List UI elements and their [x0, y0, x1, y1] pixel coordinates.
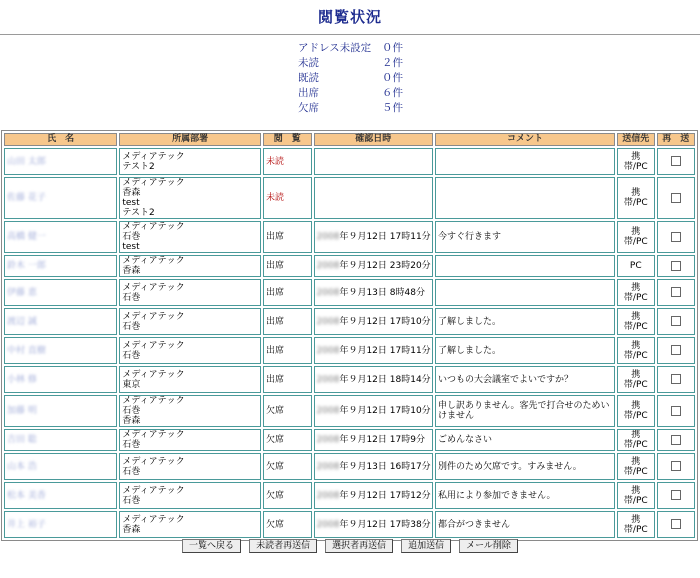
destination-cell: 携帯/PC: [617, 279, 654, 306]
dept-line: 香森: [122, 266, 141, 276]
add-send-button[interactable]: 追加送信: [401, 539, 451, 553]
dept-cell: [119, 148, 261, 175]
dept-cell: [119, 308, 261, 335]
confirm-datetime: [314, 148, 433, 175]
dept-cell: [119, 395, 261, 427]
dept-cell: [119, 511, 261, 538]
dept-line: test: [122, 198, 140, 208]
summary-row: [298, 71, 438, 86]
member-name: [4, 255, 117, 277]
resend-cell: [657, 255, 696, 277]
dept-line: 石巻: [122, 292, 141, 303]
dept-line: メディアテック: [122, 282, 185, 293]
confirm-datetime: [314, 453, 433, 480]
summary-panel: [298, 41, 438, 116]
table-row: [4, 366, 695, 393]
comment-cell: いつもの大会議室でよいですか？: [435, 366, 615, 393]
confirm-datetime: [314, 308, 433, 335]
summary-label: アドレス未設定: [298, 42, 372, 54]
dept-line: メディアテック: [122, 256, 185, 266]
dept-line: メディアテック: [122, 456, 185, 467]
resend-checkbox[interactable]: [671, 406, 681, 416]
member-name: [4, 148, 117, 175]
destination-cell: 携帯/PC: [617, 366, 654, 393]
confirm-year: 2008: [316, 232, 340, 242]
member-name: [4, 337, 117, 364]
member-name-text: 鈴木 一郎: [7, 261, 46, 271]
dept-cell: [119, 221, 261, 253]
confirm-date-text: 年９月12日 17時11分: [339, 232, 431, 242]
col-comment-header: コメント: [435, 133, 615, 146]
view-status: 出席: [263, 308, 312, 335]
member-name-text: 山本 浩: [7, 461, 37, 472]
summary-count: ０件: [382, 72, 403, 84]
member-name-text: 伊藤 恵: [7, 287, 37, 298]
destination-cell: 携帯/PC: [617, 395, 654, 427]
table-row: [4, 429, 695, 451]
comment-cell: [435, 255, 615, 277]
destination-cell: 携帯/PC: [617, 482, 654, 509]
dept-line: メディアテック: [122, 222, 185, 232]
confirm-year: 2008: [316, 461, 340, 472]
member-name-text: 加藤 明: [7, 406, 37, 416]
dept-cell: [119, 279, 261, 306]
col-dest-header: 送信先: [617, 133, 654, 146]
member-name: [4, 366, 117, 393]
col-name-header: 氏 名: [4, 133, 117, 146]
resend-cell: [657, 395, 696, 427]
dept-line: 石巻: [122, 495, 141, 506]
dept-line: メディアテック: [122, 369, 185, 380]
member-name-text: 中村 直樹: [7, 345, 46, 356]
summary-row: [298, 101, 438, 116]
member-name: [4, 221, 117, 253]
confirm-date-text: 年９月12日 17時10分: [339, 406, 431, 416]
resend-checkbox[interactable]: [671, 156, 681, 166]
dept-line: メディアテック: [122, 485, 185, 496]
confirm-date-text: 年９月13日 16時17分: [339, 461, 431, 472]
member-name: [4, 395, 117, 427]
confirm-date-text: 年９月12日 17時12分: [339, 490, 431, 501]
resend-checkbox[interactable]: [671, 435, 681, 445]
view-status: 未読: [263, 148, 312, 175]
dept-cell: [119, 366, 261, 393]
confirm-datetime: [314, 255, 433, 277]
dept-line: メディアテック: [122, 151, 185, 162]
summary-label: 欠席: [298, 102, 319, 114]
confirm-date-text: 年９月12日 23時20分: [339, 261, 431, 271]
confirm-datetime: [314, 337, 433, 364]
confirm-datetime: [314, 482, 433, 509]
col-resend-header: 再 送: [657, 133, 696, 146]
view-status: 出席: [263, 279, 312, 306]
confirm-year: 2008: [316, 490, 340, 501]
resend-cell: [657, 279, 696, 306]
confirm-year: 2008: [316, 374, 340, 385]
destination-cell: PC: [617, 255, 654, 277]
resend-cell: [657, 511, 696, 538]
confirm-year: 2008: [316, 435, 340, 445]
confirm-datetime: [314, 366, 433, 393]
resend-cell: [657, 148, 696, 175]
member-name: [4, 177, 117, 219]
resend-selected-button[interactable]: 選択者再送信: [325, 539, 393, 553]
confirm-datetime: [314, 279, 433, 306]
table-row: [4, 511, 695, 538]
dept-line: メディアテック: [122, 514, 185, 525]
action-buttons: [0, 539, 700, 553]
dept-line: 香森: [122, 524, 141, 535]
confirm-year: 2008: [316, 316, 340, 327]
summary-row: [298, 41, 438, 56]
dept-line: 石巻: [122, 406, 141, 416]
back-to-list-button[interactable]: 一覧へ戻る: [182, 539, 241, 553]
delete-mail-button[interactable]: メール削除: [459, 539, 518, 553]
dept-line: メディアテック: [122, 178, 185, 188]
member-name-text: 吉田 聡: [7, 435, 37, 445]
table-row: [4, 177, 695, 219]
dept-cell: [119, 453, 261, 480]
view-status: 欠席: [263, 482, 312, 509]
member-name: [4, 482, 117, 509]
confirm-datetime: [314, 429, 433, 451]
member-name-text: 松本 美香: [7, 490, 46, 501]
resend-checkbox[interactable]: [671, 287, 681, 297]
confirm-date-text: 年９月12日 17時11分: [339, 345, 431, 356]
table-row: [4, 308, 695, 335]
table-row: [4, 221, 695, 253]
comment-cell: 了解しました。: [435, 337, 615, 364]
resend-checkbox[interactable]: [671, 345, 681, 355]
dept-cell: [119, 255, 261, 277]
comment-cell: [435, 279, 615, 306]
member-name-text: 渡辺 誠: [7, 316, 37, 327]
dept-line: メディアテック: [122, 430, 185, 440]
resend-checkbox[interactable]: [671, 519, 681, 529]
destination-cell: 携帯/PC: [617, 337, 654, 364]
col-view-header: 閲 覧: [263, 133, 312, 146]
confirm-datetime: [314, 395, 433, 427]
confirm-year: 2008: [316, 261, 340, 271]
destination-cell: 携帯/PC: [617, 177, 654, 219]
comment-cell: 私用により参加できません。: [435, 482, 615, 509]
title-divider: [0, 34, 700, 35]
resend-checkbox[interactable]: [671, 232, 681, 242]
resend-checkbox[interactable]: [671, 193, 681, 203]
summary-count: ２件: [382, 57, 403, 69]
member-name: [4, 429, 117, 451]
resend-checkbox[interactable]: [671, 374, 681, 384]
confirm-datetime: [314, 221, 433, 253]
confirm-datetime: [314, 177, 433, 219]
dept-line: テスト2: [122, 208, 155, 218]
resend-cell: [657, 221, 696, 253]
resend-checkbox[interactable]: [671, 461, 681, 471]
dept-line: メディアテック: [122, 340, 185, 351]
page-title: 閲覧状況: [317, 8, 382, 26]
view-status: 欠席: [263, 511, 312, 538]
resend-cell: [657, 337, 696, 364]
table-row: [4, 148, 695, 175]
destination-cell: 携帯/PC: [617, 221, 654, 253]
comment-cell: 都合がつきません: [435, 511, 615, 538]
dept-line: メディアテック: [122, 311, 185, 322]
dept-line: 東京: [122, 379, 141, 390]
view-status: 出席: [263, 366, 312, 393]
confirm-datetime: [314, 511, 433, 538]
dept-cell: [119, 429, 261, 451]
member-name: [4, 279, 117, 306]
resend-checkbox[interactable]: [671, 490, 681, 500]
table-row: [4, 482, 695, 509]
comment-cell: 申し訳ありません。客先で打合せのためいけません: [435, 395, 615, 427]
summary-label: 既読: [298, 72, 319, 84]
view-status: 欠席: [263, 429, 312, 451]
resend-cell: [657, 429, 696, 451]
table-row: [4, 255, 695, 277]
member-name: [4, 511, 117, 538]
col-dept-header: 所属部署: [119, 133, 261, 146]
resend-cell: [657, 482, 696, 509]
summary-count: ０件: [382, 42, 403, 54]
table-row: [4, 337, 695, 364]
summary-label: 未読: [298, 57, 319, 69]
comment-cell: [435, 148, 615, 175]
view-status: 出席: [263, 255, 312, 277]
dept-cell: [119, 337, 261, 364]
dept-line: 石巻: [122, 350, 141, 361]
dept-line: 石巻: [122, 232, 141, 242]
summary-count: ６件: [382, 87, 403, 99]
dept-line: test: [122, 242, 140, 252]
view-status: 出席: [263, 337, 312, 364]
resend-checkbox[interactable]: [671, 261, 681, 271]
dept-line: 石巻: [122, 466, 141, 477]
summary-row: [298, 56, 438, 71]
destination-cell: 携帯/PC: [617, 308, 654, 335]
comment-cell: 別件のため欠席です。すみません。: [435, 453, 615, 480]
member-name-text: 小林 修: [7, 374, 37, 385]
view-status: 未読: [263, 177, 312, 219]
dept-line: 香森: [122, 416, 141, 426]
dept-line: メディアテック: [122, 396, 185, 406]
destination-cell: 携帯/PC: [617, 511, 654, 538]
confirm-year: 2008: [316, 287, 340, 298]
confirm-date-text: 年９月12日 17時38分: [339, 519, 431, 530]
resend-cell: [657, 177, 696, 219]
comment-cell: 今すぐ行きます: [435, 221, 615, 253]
confirm-year: 2008: [316, 519, 340, 530]
summary-count: ５件: [382, 102, 403, 114]
destination-cell: 携帯/PC: [617, 453, 654, 480]
summary-row: [298, 86, 438, 101]
resend-unread-button[interactable]: 未読者再送信: [249, 539, 317, 553]
confirm-date-text: 年９月12日 17時9分: [339, 435, 425, 445]
col-date-header: 確認日時: [314, 133, 433, 146]
view-status: 欠席: [263, 395, 312, 427]
member-name-text: 井上 裕子: [7, 519, 46, 530]
status-table: [1, 130, 698, 541]
member-name-text: 高橋 健一: [7, 232, 46, 242]
confirm-date-text: 年９月12日 17時10分: [339, 316, 431, 327]
member-name-text: 佐藤 花子: [7, 193, 46, 203]
destination-cell: 携帯/PC: [617, 148, 654, 175]
member-name: [4, 308, 117, 335]
resend-cell: [657, 366, 696, 393]
confirm-year: 2008: [316, 406, 340, 416]
dept-line: テスト2: [122, 161, 155, 172]
dept-line: 石巻: [122, 321, 141, 332]
destination-cell: 携帯/PC: [617, 429, 654, 451]
table-header-row: [4, 133, 695, 146]
member-name-text: 山田 太郎: [7, 156, 46, 167]
dept-cell: [119, 177, 261, 219]
member-name: [4, 453, 117, 480]
confirm-date-text: 年９月13日 8時48分: [339, 287, 425, 298]
view-status: 欠席: [263, 453, 312, 480]
summary-label: 出席: [298, 87, 319, 99]
dept-line: 香森: [122, 188, 141, 198]
view-status: 出席: [263, 221, 312, 253]
confirm-date-text: 年９月12日 18時14分: [339, 374, 431, 385]
confirm-year: 2008: [316, 345, 340, 356]
table-row: [4, 395, 695, 427]
comment-cell: [435, 177, 615, 219]
comment-cell: ごめんなさい: [435, 429, 615, 451]
resend-cell: [657, 453, 696, 480]
table-row: [4, 453, 695, 480]
table-row: [4, 279, 695, 306]
resend-cell: [657, 308, 696, 335]
comment-cell: 了解しました。: [435, 308, 615, 335]
dept-line: 石巻: [122, 440, 141, 450]
resend-checkbox[interactable]: [671, 316, 681, 326]
dept-cell: [119, 482, 261, 509]
